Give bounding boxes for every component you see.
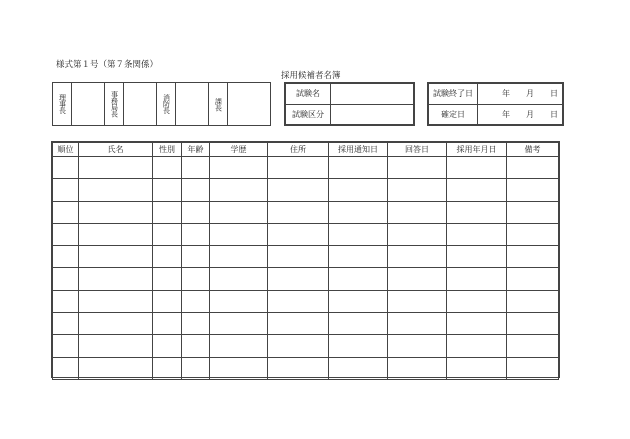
table-cell[interactable] [268,157,329,179]
column-header: 採用通知日 [329,143,388,157]
table-cell[interactable] [329,201,388,223]
table-cell[interactable] [268,201,329,223]
table-cell[interactable] [79,313,153,335]
table-cell[interactable] [447,223,507,245]
column-header: 住所 [268,143,329,157]
table-row [53,335,559,357]
form-number: 様式第１号（第７条関係） [56,60,159,70]
table-cell[interactable] [268,313,329,335]
table-header-row [53,143,559,157]
table-cell[interactable] [210,357,268,379]
table-cell[interactable] [329,223,388,245]
table-cell[interactable] [182,357,210,379]
dates-box [427,82,564,126]
table-row [53,201,559,223]
table-cell[interactable] [182,290,210,312]
table-cell[interactable] [329,179,388,201]
table-cell[interactable] [153,268,182,290]
table-cell[interactable] [153,313,182,335]
table-cell[interactable] [182,201,210,223]
table-cell[interactable] [329,268,388,290]
table-cell[interactable] [268,357,329,379]
table-cell[interactable] [447,268,507,290]
stamp-field-section-chief[interactable] [228,83,270,125]
day-unit: 日 [550,109,558,119]
table-cell[interactable] [79,357,153,379]
column-header: 学歴 [210,143,268,157]
table-row [53,268,559,290]
exam-category-field[interactable] [331,104,414,125]
table-cell[interactable] [182,157,210,179]
table-cell[interactable] [447,313,507,335]
table-cell[interactable] [329,157,388,179]
approval-label-chairman: 理事長 [53,83,72,125]
table-cell[interactable] [79,201,153,223]
table-cell[interactable] [388,223,447,245]
table-cell[interactable] [329,335,388,357]
table-cell[interactable] [388,201,447,223]
table-cell[interactable] [210,179,268,201]
table-cell[interactable] [153,290,182,312]
month-unit: 月 [526,109,534,119]
table-row [53,246,559,268]
table-row [53,223,559,245]
table-row [53,179,559,201]
table-cell[interactable] [447,246,507,268]
table-cell[interactable] [447,357,507,379]
exam-end-date-label: 試験終了日 [429,84,478,105]
table-row [53,357,559,379]
table-cell[interactable] [79,290,153,312]
approval-label-section-chief: 課長 [209,83,228,125]
table-cell[interactable] [507,157,559,179]
table-cell[interactable] [79,157,153,179]
table-cell[interactable] [53,290,79,312]
exam-info-box [284,82,415,126]
column-header: 順位 [53,143,79,157]
table-cell[interactable] [210,201,268,223]
table-cell[interactable] [507,357,559,379]
table-cell[interactable] [53,223,79,245]
table-cell[interactable] [53,179,79,201]
table-cell[interactable] [268,179,329,201]
table-cell[interactable] [182,223,210,245]
table-cell[interactable] [329,313,388,335]
column-header: 回答日 [388,143,447,157]
table-cell[interactable] [507,313,559,335]
table-cell[interactable] [329,290,388,312]
table-cell[interactable] [388,357,447,379]
table-cell[interactable] [153,335,182,357]
table-cell[interactable] [388,246,447,268]
approval-label-fire-chief: 消防長 [157,83,176,125]
confirm-date-field[interactable] [478,104,563,125]
table-cell[interactable] [388,268,447,290]
table-body [53,157,559,380]
month-unit: 月 [526,89,534,99]
exam-name-field[interactable] [331,84,414,105]
table-cell[interactable] [53,268,79,290]
approval-label-secretary-general: 事務局長 [105,83,124,125]
table-cell[interactable] [447,290,507,312]
table-cell[interactable] [507,223,559,245]
column-header: 氏名 [79,143,153,157]
table-row [53,313,559,335]
exam-name-label: 試験名 [286,84,331,105]
column-header: 採用年月日 [447,143,507,157]
table-cell[interactable] [79,335,153,357]
day-unit: 日 [550,89,558,99]
year-unit: 年 [502,89,510,99]
table-cell[interactable] [388,313,447,335]
table-row [53,290,559,312]
table-cell[interactable] [268,223,329,245]
table-cell[interactable] [447,201,507,223]
table-cell[interactable] [329,357,388,379]
table-cell[interactable] [182,335,210,357]
table-row [53,157,559,179]
table-cell[interactable] [388,157,447,179]
table-cell[interactable] [507,290,559,312]
table-cell[interactable] [268,335,329,357]
table-cell[interactable] [53,313,79,335]
table-cell[interactable] [79,179,153,201]
table-cell[interactable] [447,179,507,201]
table-cell[interactable] [53,357,79,379]
table-cell[interactable] [507,179,559,201]
table-cell[interactable] [182,268,210,290]
table-cell[interactable] [507,335,559,357]
table-cell[interactable] [210,246,268,268]
column-header: 年齢 [182,143,210,157]
stamp-field-fire-chief[interactable] [176,83,209,125]
table-cell[interactable] [210,223,268,245]
confirm-date-label: 確定日 [429,104,478,125]
table-cell[interactable] [329,246,388,268]
table-cell[interactable] [53,201,79,223]
table-cell[interactable] [447,157,507,179]
table-cell[interactable] [153,201,182,223]
table-cell[interactable] [153,246,182,268]
table-cell[interactable] [182,313,210,335]
table-cell[interactable] [507,246,559,268]
table-cell[interactable] [507,268,559,290]
table-cell[interactable] [53,335,79,357]
table-cell[interactable] [210,313,268,335]
approval-stamp-box [52,82,271,126]
table-cell[interactable] [153,179,182,201]
table-cell[interactable] [53,157,79,179]
table-cell[interactable] [210,290,268,312]
table-cell[interactable] [182,246,210,268]
table-cell[interactable] [53,246,79,268]
column-header: 備考 [507,143,559,157]
table-cell[interactable] [153,357,182,379]
table-cell[interactable] [507,201,559,223]
candidate-list-table [52,142,559,380]
column-header: 性別 [153,143,182,157]
table-cell[interactable] [447,335,507,357]
table-cell[interactable] [210,157,268,179]
table-cell[interactable] [388,335,447,357]
exam-end-date-field[interactable] [478,84,563,105]
table-cell[interactable] [210,268,268,290]
table-cell[interactable] [268,290,329,312]
table-cell[interactable] [79,223,153,245]
document-title: 採用候補者名簿 [281,71,341,81]
candidate-list-table-box [51,141,560,378]
exam-category-label: 試験区分 [286,104,331,125]
table-cell[interactable] [268,268,329,290]
table-cell[interactable] [182,179,210,201]
year-unit: 年 [502,109,510,119]
table-cell[interactable] [79,246,153,268]
table-cell[interactable] [153,157,182,179]
table-cell[interactable] [210,335,268,357]
table-cell[interactable] [388,179,447,201]
table-cell[interactable] [388,290,447,312]
table-cell[interactable] [79,268,153,290]
table-cell[interactable] [268,246,329,268]
stamp-field-chairman[interactable] [72,83,105,125]
stamp-field-secretary-general[interactable] [124,83,157,125]
table-cell[interactable] [153,223,182,245]
